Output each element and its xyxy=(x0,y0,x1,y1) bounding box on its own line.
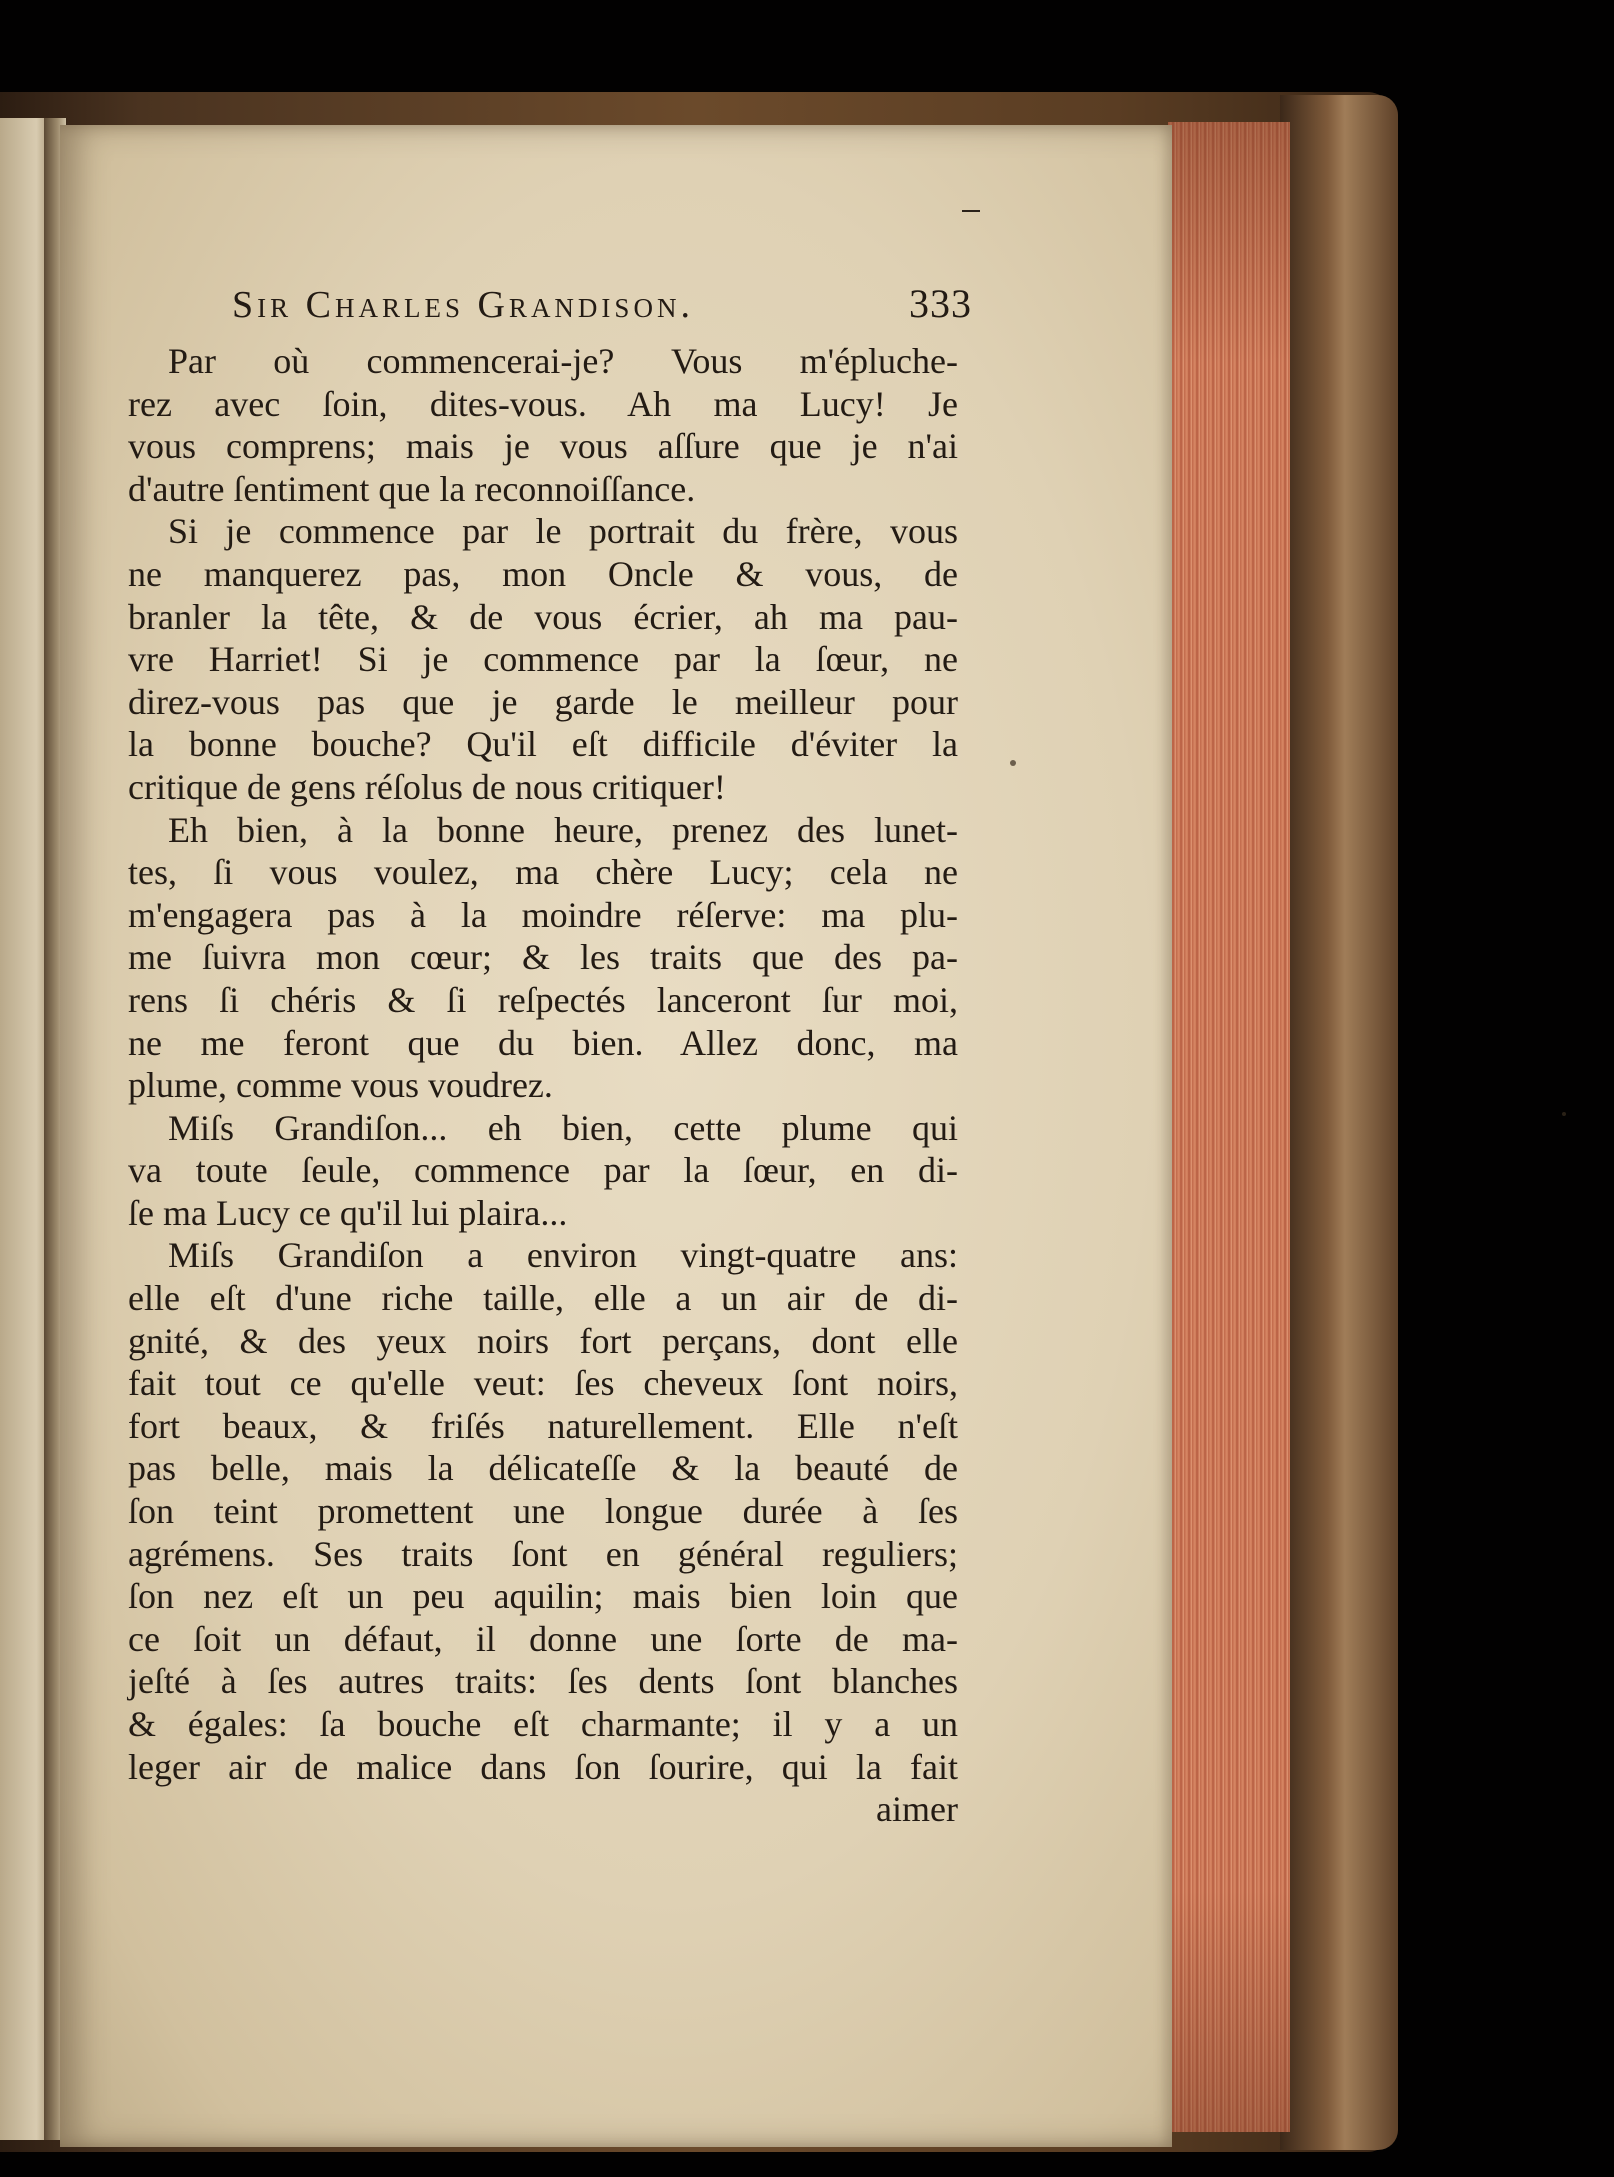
text-line: ne manquerez pas, mon Oncle & vous, de xyxy=(128,553,958,594)
text-line: agrémens. Ses traits ſont en général reguliers; xyxy=(128,1533,958,1574)
page-number: 333 xyxy=(909,281,972,326)
ink-mark xyxy=(962,210,980,212)
text-line: me ſuivra mon cœur; & les traits que des pa- xyxy=(128,937,958,978)
text-line: ſe ma Lucy ce qu'il lui plaira... xyxy=(128,1192,568,1233)
foxing-spot xyxy=(1010,760,1016,766)
text-line: ſon nez eſt un peu aquilin; mais bien loin que xyxy=(128,1576,958,1617)
text-line: m'engagera pas à la moindre réſerve: ma plu- xyxy=(128,894,958,935)
text-line: ne me feront que du bien. Allez donc, ma xyxy=(128,1022,958,1063)
text-line: ce ſoit un défaut, il donne une ſorte de ma- xyxy=(128,1618,958,1659)
text-line: Eh bien, à la bonne heure, prenez des lunet- xyxy=(168,809,958,850)
text-line: tes, ſi vous voulez, ma chère Lucy; cela ne xyxy=(128,852,958,893)
running-head xyxy=(232,280,972,328)
running-title: Sir Charles Grandison. xyxy=(232,284,694,326)
text-line: branler la tête, & de vous écrier, ah ma pau- xyxy=(128,596,958,637)
text-line: jeſté à ſes autres traits: ſes dents ſont blanches xyxy=(128,1661,958,1702)
text-line: rens ſi chéris & ſi reſpectés lanceront ſur moi, xyxy=(128,979,958,1020)
text-line: la bonne bouche? Qu'il eſt difficile d'éviter la xyxy=(128,724,958,765)
text-line: plume, comme vous voudrez. xyxy=(128,1065,553,1106)
text-line: gnité, & des yeux noirs fort perçans, dont elle xyxy=(128,1320,958,1361)
text-line: fait tout ce qu'elle veut: ſes cheveux ſont noirs, xyxy=(128,1363,958,1404)
text-line: d'autre ſentiment que la reconnoiſſance. xyxy=(128,468,696,509)
text-line: vous comprens; mais je vous aſſure que je n'ai xyxy=(128,426,958,467)
text-line: Si je commence par le portrait du frère, vous xyxy=(168,511,958,552)
dust-speck xyxy=(1562,1112,1566,1116)
catchword: aimer xyxy=(876,1789,958,1830)
text-line: va toute ſeule, commence par la ſœur, en di- xyxy=(128,1150,958,1191)
body-text xyxy=(128,340,958,1831)
text-line: elle eſt d'une riche taille, elle a un air de di- xyxy=(128,1278,958,1319)
text-line: & égales: ſa bouche eſt charmante; il y a un xyxy=(128,1704,958,1744)
text-line: pas belle, mais la délicateſſe & la beauté de xyxy=(128,1448,958,1489)
page-fore-edge-shade xyxy=(1168,122,1290,2132)
text-line: leger air de malice dans ſon ſourire, qui la fait xyxy=(128,1746,958,1787)
text-line: direz-vous pas que je garde le meilleur pour xyxy=(128,681,958,722)
text-line: critique de gens réſolus de nous critiquer! xyxy=(128,766,726,807)
text-line: Miſs Grandiſon... eh bien, cette plume qui xyxy=(168,1107,958,1148)
text-line: rez avec ſoin, dites-vous. Ah ma Lucy! Je xyxy=(128,383,958,424)
text-line: ſon teint promettent une longue durée à ſes xyxy=(128,1491,958,1532)
text-line: fort beaux, & friſés naturellement. Elle n'eſt xyxy=(128,1405,958,1446)
text-line: Miſs Grandiſon a environ vingt-quatre ans: xyxy=(168,1235,958,1276)
binding-spine-edge xyxy=(1280,95,1398,2150)
text-line: vre Harriet! Si je commence par la ſœur, ne xyxy=(128,639,958,680)
text-line: Par où commencerai-je? Vous m'épluche- xyxy=(168,341,958,381)
